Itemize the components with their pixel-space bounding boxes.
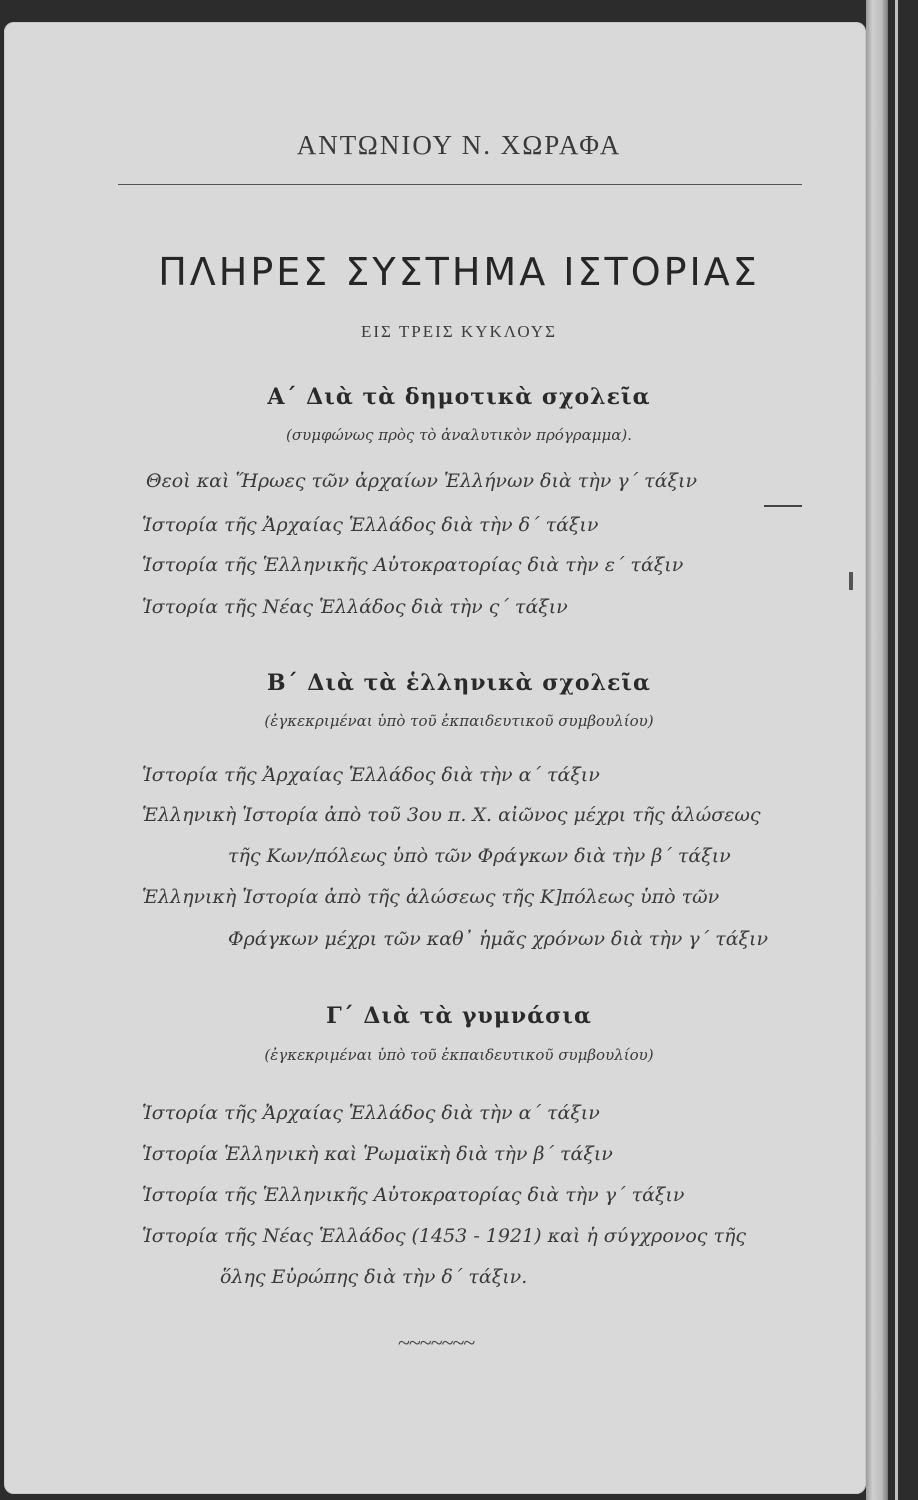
section-a-item-1: Θεοὶ καὶ Ἥρωες τῶν ἀρχαίων Ἑλλήνων διὰ τὴν γ΄ τάξιν (146, 470, 697, 492)
section-b-note: (ἐγκεκριμέναι ὑπὸ τοῦ ἐκπαιδευτικοῦ συμβουλίου) (264, 712, 654, 730)
section-c-note: (ἐγκεκριμέναι ὑπὸ τοῦ ἐκπαιδευτικοῦ συμβουλίου) (264, 1046, 654, 1064)
section-c-item-5: ὅλης Εὐρώπης διὰ τὴν δ΄ τάξιν. (220, 1266, 528, 1288)
section-c-item-1: Ἱστορία τῆς Ἀρχαίας Ἑλλάδος διὰ τὴν α΄ τάξιν (142, 1102, 600, 1124)
end-ornament: ~~~~~~~ (398, 1330, 475, 1355)
section-b-item-1: Ἱστορία τῆς Ἀρχαίας Ἑλλάδος διὰ τὴν α΄ τάξιν (142, 764, 600, 786)
section-b-item-5: Φράγκων μέχρι τῶν καθ᾿ ἡμᾶς χρόνων διὰ τὴν γ΄ τάξιν (228, 928, 768, 950)
section-c-item-2: Ἱστορία Ἑλληνικὴ καὶ Ῥωμαϊκὴ διὰ τὴν β΄ τάξιν (142, 1143, 613, 1165)
section-a-item-4: Ἱστορία τῆς Νέας Ἑλλάδος διὰ τὴν ς΄ τάξιν (142, 596, 568, 618)
section-b-item-4: Ἑλληνικὴ Ἱστορία ἀπὸ τῆς ἁλώσεως τῆς Κ]πόλεως ὑπὸ τῶν (142, 886, 720, 908)
section-c-item-3: Ἱστορία τῆς Ἑλληνικῆς Αὐτοκρατορίας διὰ τὴν γ΄ τάξιν (142, 1184, 685, 1206)
section-a-item-3: Ἱστορία τῆς Ἑλληνικῆς Αὐτοκρατορίας διὰ τὴν ε΄ τάξιν (142, 554, 684, 576)
page-title: ΠΛΗΡΕΣ ΣΥΣΤΗΜΑ ΙΣΤΟΡΙΑΣ (158, 250, 760, 294)
author-name: ΑΝΤΩΝΙΟΥ Ν. ΧΩΡΑΦΑ (296, 130, 622, 160)
header-rule (118, 184, 802, 185)
section-a-heading: Α΄ Διὰ τὰ δημοτικὰ σχολεῖα (267, 384, 651, 410)
section-c-item-4: Ἱστορία τῆς Νέας Ἑλλάδος (1453 - 1921) καὶ ἡ σύγχρονος τῆς (142, 1225, 746, 1247)
section-b-item-2: Ἑλληνικὴ Ἱστορία ἀπὸ τοῦ 3ου π. Χ. αἰῶνος μέχρι τῆς ἁλώσεως (142, 804, 761, 826)
page-edge (866, 0, 888, 1500)
margin-mark (764, 505, 802, 507)
section-b-heading: Β΄ Διὰ τὰ ἑλληνικὰ σχολεῖα (267, 670, 651, 696)
section-b-item-3: τῆς Κων/πόλεως ὑπὸ τῶν Φράγκων διὰ τὴν β΄ τάξιν (228, 845, 731, 867)
page-subtitle: ΕΙΣ ΤΡΕΙΣ ΚΥΚΛΟΥΣ (361, 322, 557, 341)
section-a-item-2: Ἱστορία τῆς Ἀρχαίας Ἑλλάδος διὰ τὴν δ΄ τάξιν (142, 514, 599, 536)
section-c-heading: Γ΄ Διὰ τὰ γυμνάσια (326, 1003, 592, 1029)
page-edge-line (895, 0, 898, 1500)
edge-mark (849, 572, 853, 590)
section-a-note: (συμφώνως πρὸς τὸ ἀναλυτικὸν πρόγραμμα). (286, 426, 632, 444)
